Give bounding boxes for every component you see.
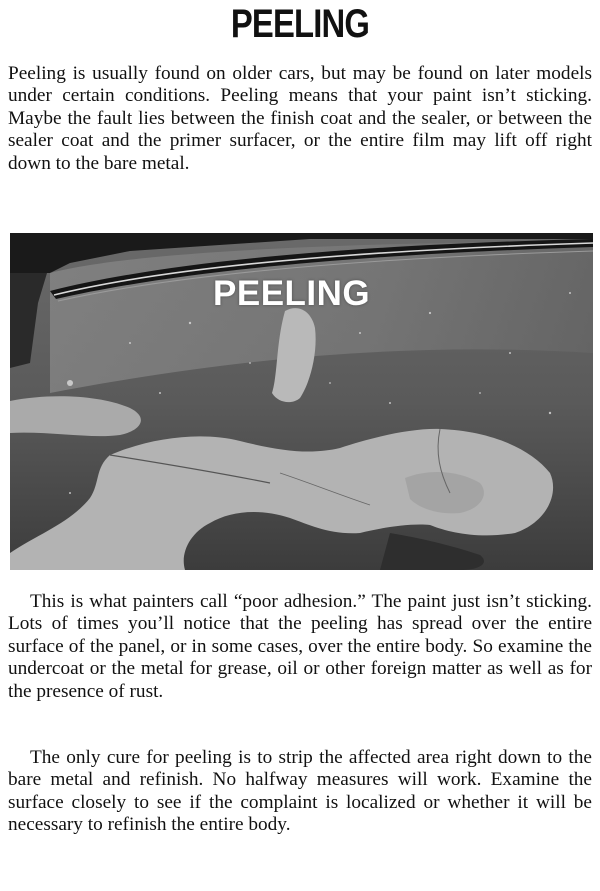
page-title: PEELING xyxy=(230,2,370,46)
photo-caption: PEELING xyxy=(213,274,371,313)
body-paragraph-cure: The only cure for peeling is to strip the affected area right down to the bare metal and refinish. No halfway measures will work. Examine the surface closely to see if the complaint is localized or whether it will be necessary to refinish the entire body. xyxy=(8,747,592,836)
body-paragraph-adhesion: This is what painters call “poor adhesion.” The paint just isn’t sticking. Lots of times you’ll notice that the peeling has spread over the entire surface of the panel, or in some cases, over the entire body. So examine the undercoat or the metal for grease, oil or other foreign matter as well as for the presence of rust. xyxy=(8,591,592,702)
intro-paragraph: Peeling is usually found on older cars, but may be found on later models under certain conditions. Peeling means that your paint isn’t sticking. Maybe the fault lies between the finish coat and the sealer, or between the sealer coat and the primer surfacer, or the entire film may lift off right down to the bare metal. xyxy=(8,63,592,174)
peeling-paint-photo xyxy=(10,233,593,570)
